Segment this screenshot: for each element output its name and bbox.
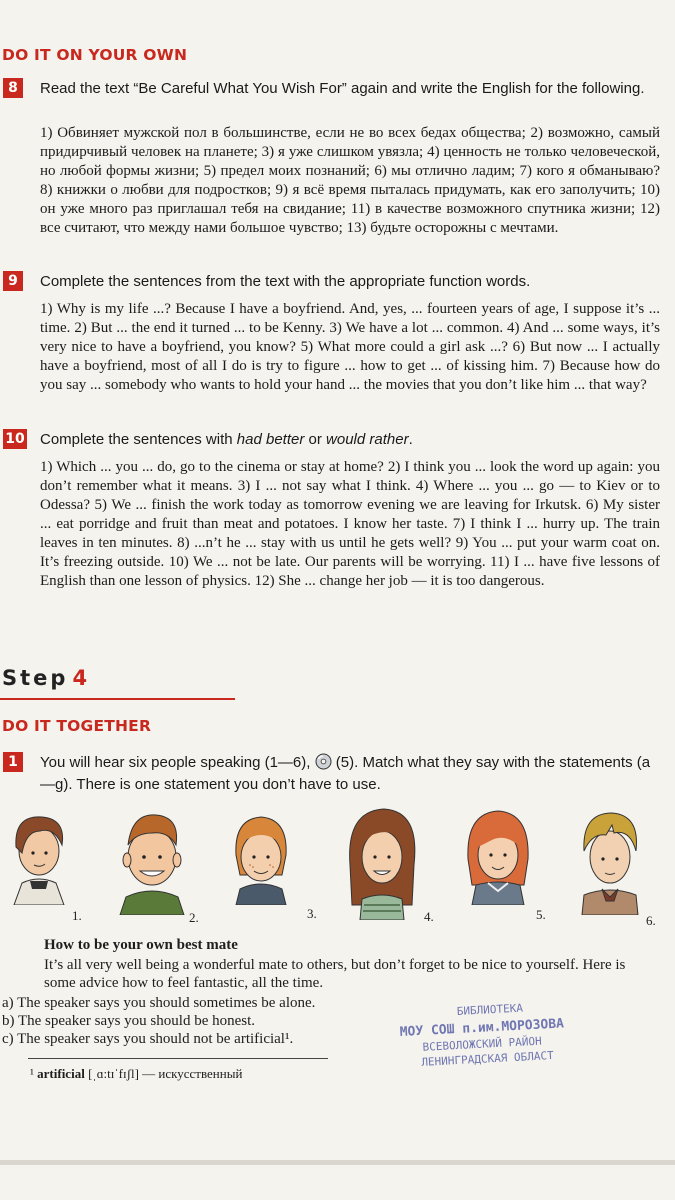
exercise-8-text: 1) Обвиняет мужской пол в большинстве, если не во всех бедах общества; 2) возможно, самый придирчивый человек на планете; 3) я уже слишком увязла; 4) ценность не только человеческой, но любой формы жизни; 5) предел моих познаний; 6) мы отлично ладим; 7) кого я обманываю? 8) книжки о любви для подростков; 9) я всё время пыталась придумать, как его заполучить; 10) он уже много раз приглашал тебя на свидание; 11) в качестве возможного спутника жизни; 12) все считают, что между нами большое чувство; 13) будьте осторожны с мечтами. (40, 125, 660, 236)
speaker-5-label: 5. (536, 907, 546, 922)
mate-text: It’s all very well being a wonderful mate to others, but don’t forget to be nice to yourself. Here is some advice how to feel fantastic, all the time. (44, 957, 626, 991)
speaker-6-portrait (572, 805, 648, 920)
audio-cd-icon (315, 753, 332, 775)
statement-a: a) The speaker says you should sometimes be alone. (2, 995, 316, 1011)
speaker-4-portrait (342, 805, 422, 925)
section-heading-own: DO IT ON YOUR OWN (2, 46, 188, 64)
exercise-10-text: 1) Which ... you ... do, go to the cinema or stay at home? 2) I think you ... look the word up again: you don’t remember what it means. 3) I ... not say what I think. 4) Where ... you ... go — to Kiev or to Odessa? 5) We ... finish the work today as tomorrow evening we are leaving for Irkutsk. 6) My sister ... eat porridge and fruit than meat and potatoes. I know her taste. 7) I think I ... hurry up. The train leaves in ten minutes. 8) ...n’t he ... stay with us until he gets well? 9) You ... put your warm coat on. It’s freezing outside. 10) We ... not be late. Our parents will be worrying. 11) I ... have five lessons of English than one lesson of physics. 12) She ... change her job — it is too dangerous. (40, 459, 660, 589)
page-bottom-edge (0, 1160, 675, 1165)
speaker-3-portrait (226, 805, 296, 910)
exercise-9-text: 1) Why is my life ...? Because I have a boyfriend. And, yes, ... fourteen years of age, I suppose it’s ... time. 2) But ... the end it turned ... to be Kenny. 3) We have a lot ... common. 4) And ... some ways, it’s very nice to have a boyfriend, you know? 5) What more could a girl ask ...? 6) But now ... I actually have a boyfriend, most of all I do is try to figure ... how to get ... of kissing him. 7) Because how do you say ... somebody who wants to hold your hand ... the movies that you don’t like him ... that way? (40, 301, 660, 393)
speaker-6-label: 6. (646, 913, 656, 928)
speaker-1-portrait (4, 805, 74, 910)
footnote-divider (28, 1058, 328, 1059)
footnote: ¹ artificial [ˌɑ:tɪˈfɪʃl] — искусственный (30, 1066, 243, 1081)
speaker-2-label: 2. (189, 910, 199, 925)
speaker-4-label: 4. (424, 909, 434, 924)
mate-title: How to be your own best mate (44, 937, 238, 953)
speaker-5-portrait (460, 805, 536, 910)
exercise-8-instruction: Read the text “Be Careful What You Wish For” again and write the English for the following. (40, 80, 645, 97)
speaker-3-label: 3. (307, 906, 317, 921)
exercise-10-instruction: Complete the sentences with had better or would rather. (40, 431, 413, 448)
statement-c: c) The speaker says you should not be artificial¹. (2, 1031, 294, 1047)
section-heading-together: DO IT TOGETHER (2, 717, 152, 735)
step-heading: Step 4 (2, 666, 91, 690)
exercise-number-9: 9 (3, 271, 23, 291)
speakers-illustration (0, 805, 675, 928)
step-underline (0, 698, 235, 700)
exercise-number-10: 10 (3, 429, 27, 449)
speaker-2-portrait (112, 805, 192, 920)
exercise-1-instruction: You will hear six people speaking (1—6), (5). Match what they say with the statements (a—g). There is one statement you don’t have to use. (40, 754, 651, 793)
exercise-9-instruction: Complete the sentences from the text with the appropriate function words. (40, 273, 531, 290)
statement-b: b) The speaker says you should be honest. (2, 1013, 256, 1029)
library-stamp: БИБЛИОТЕКА МОУ СОШ п.им.МОРОЗОВА ВСЕВОЛОЖСКИЙ РАЙОН ЛЕНИНГРАДСКАЯ ОБЛАСТ (399, 1001, 565, 1069)
exercise-number-8: 8 (3, 78, 23, 98)
speaker-1-label: 1. (72, 908, 82, 923)
exercise-number-1: 1 (3, 752, 23, 772)
